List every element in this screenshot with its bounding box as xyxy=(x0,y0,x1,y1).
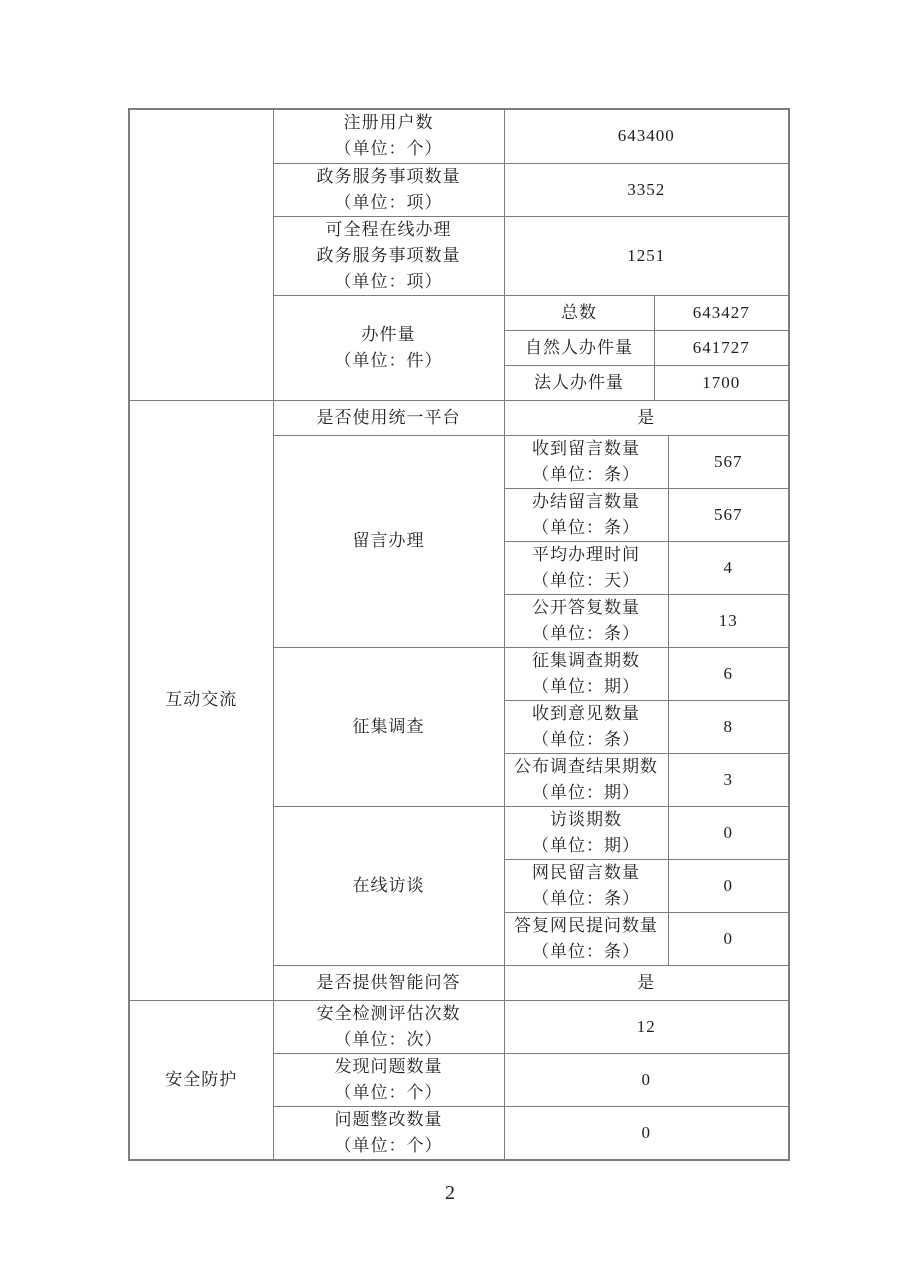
row-unit: （单位：项） xyxy=(334,192,443,212)
surveys-label-cell: 征集调查 xyxy=(273,647,504,806)
table-row xyxy=(129,400,789,435)
sub-row-label-cell xyxy=(504,859,668,912)
row-unit: （单位：条） xyxy=(532,517,640,537)
row-label: 网民留言数量 xyxy=(532,862,640,882)
row-label: 公开答复数量 xyxy=(532,597,640,617)
sub-row-value: 567 xyxy=(668,488,789,541)
row-value: 0 xyxy=(504,1053,789,1106)
sub-row-label-cell xyxy=(504,700,668,753)
sub-row-value: 643427 xyxy=(654,295,789,330)
row-value: 是 xyxy=(504,400,789,435)
sub-row-value: 4 xyxy=(668,541,789,594)
row-unit: （单位：期） xyxy=(532,782,640,802)
sub-row-label-cell xyxy=(504,594,668,647)
row-label: 发现问题数量 xyxy=(334,1056,443,1076)
row-label: 政务服务事项数量 xyxy=(316,245,461,265)
row-label: 访谈期数 xyxy=(550,809,622,829)
row-label: 政务服务事项数量 xyxy=(316,166,461,186)
message-handling-label-cell: 留言办理 xyxy=(273,435,504,647)
row-value: 1251 xyxy=(504,216,789,295)
case-volume-label-cell xyxy=(273,295,504,400)
row-unit: （单位：个） xyxy=(334,1082,443,1102)
row-label-cell xyxy=(273,1000,504,1053)
row-unit: （单位：期） xyxy=(532,835,640,855)
row-label: 注册用户数 xyxy=(343,113,434,133)
row-value: 12 xyxy=(504,1000,789,1053)
interviews-label-cell: 在线访谈 xyxy=(273,806,504,965)
sub-row-label-cell xyxy=(504,435,668,488)
sub-row-value: 567 xyxy=(668,435,789,488)
row-label-cell xyxy=(273,163,504,216)
row-value: 3352 xyxy=(504,163,789,216)
sub-row-label-cell xyxy=(504,647,668,700)
row-unit: （单位：期） xyxy=(532,676,640,696)
sub-row-value: 6 xyxy=(668,647,789,700)
row-label: 是否提供智能问答 xyxy=(273,965,504,1000)
sub-row-value: 641727 xyxy=(654,330,789,365)
group2-label-cell: 互动交流 xyxy=(129,400,273,1000)
row-label: 答复网民提问数量 xyxy=(514,915,658,935)
group3-label-cell: 安全防护 xyxy=(129,1000,273,1160)
row-label: 公布调查结果期数 xyxy=(514,756,658,776)
row-unit: （单位：个） xyxy=(334,1135,443,1155)
sub-row-label-cell xyxy=(504,912,668,965)
row-label: 是否使用统一平台 xyxy=(273,400,504,435)
row-label: 问题整改数量 xyxy=(334,1109,443,1129)
sub-row-value: 0 xyxy=(668,912,789,965)
row-value: 0 xyxy=(504,1106,789,1160)
sub-row-value: 8 xyxy=(668,700,789,753)
table-row xyxy=(129,109,789,163)
row-label: 可全程在线办理 xyxy=(325,219,452,239)
row-unit: （单位：条） xyxy=(532,729,640,749)
sub-row-value: 13 xyxy=(668,594,789,647)
sub-row-label: 总数 xyxy=(504,295,654,330)
row-label-cell xyxy=(273,216,504,295)
row-unit: （单位：次） xyxy=(334,1029,443,1049)
row-label-cell xyxy=(273,1053,504,1106)
sub-row-value: 1700 xyxy=(654,365,789,400)
sub-row-label-cell xyxy=(504,488,668,541)
row-label: 办结留言数量 xyxy=(532,491,640,511)
row-unit: （单位：条） xyxy=(532,464,640,484)
row-unit: （单位：天） xyxy=(532,570,640,590)
row-unit: （单位：件） xyxy=(334,350,443,370)
sub-row-label: 法人办件量 xyxy=(504,365,654,400)
row-label: 收到留言数量 xyxy=(532,438,640,458)
statistics-table xyxy=(128,108,790,1161)
table-row xyxy=(129,1000,789,1053)
row-unit: （单位：条） xyxy=(532,623,640,643)
row-unit: （单位：个） xyxy=(334,139,443,159)
page-number: 2 xyxy=(445,1182,455,1204)
row-unit: （单位：条） xyxy=(532,941,640,961)
sub-row-value: 3 xyxy=(668,753,789,806)
row-value: 是 xyxy=(504,965,789,1000)
group1-label-cell xyxy=(129,109,273,400)
row-label: 平均办理时间 xyxy=(532,544,640,564)
row-value: 643400 xyxy=(504,109,789,163)
sub-row-value: 0 xyxy=(668,806,789,859)
sub-row-value: 0 xyxy=(668,859,789,912)
row-label-cell xyxy=(273,1106,504,1160)
sub-row-label-cell xyxy=(504,753,668,806)
sub-row-label: 自然人办件量 xyxy=(504,330,654,365)
row-label: 征集调查期数 xyxy=(532,650,640,670)
row-label: 办件量 xyxy=(361,324,416,344)
row-label: 收到意见数量 xyxy=(532,703,640,723)
row-label: 安全检测评估次数 xyxy=(316,1003,461,1023)
sub-row-label-cell xyxy=(504,541,668,594)
row-unit: （单位：条） xyxy=(532,888,640,908)
sub-row-label-cell xyxy=(504,806,668,859)
row-label-cell xyxy=(273,109,504,163)
row-unit: （单位：项） xyxy=(334,271,443,291)
